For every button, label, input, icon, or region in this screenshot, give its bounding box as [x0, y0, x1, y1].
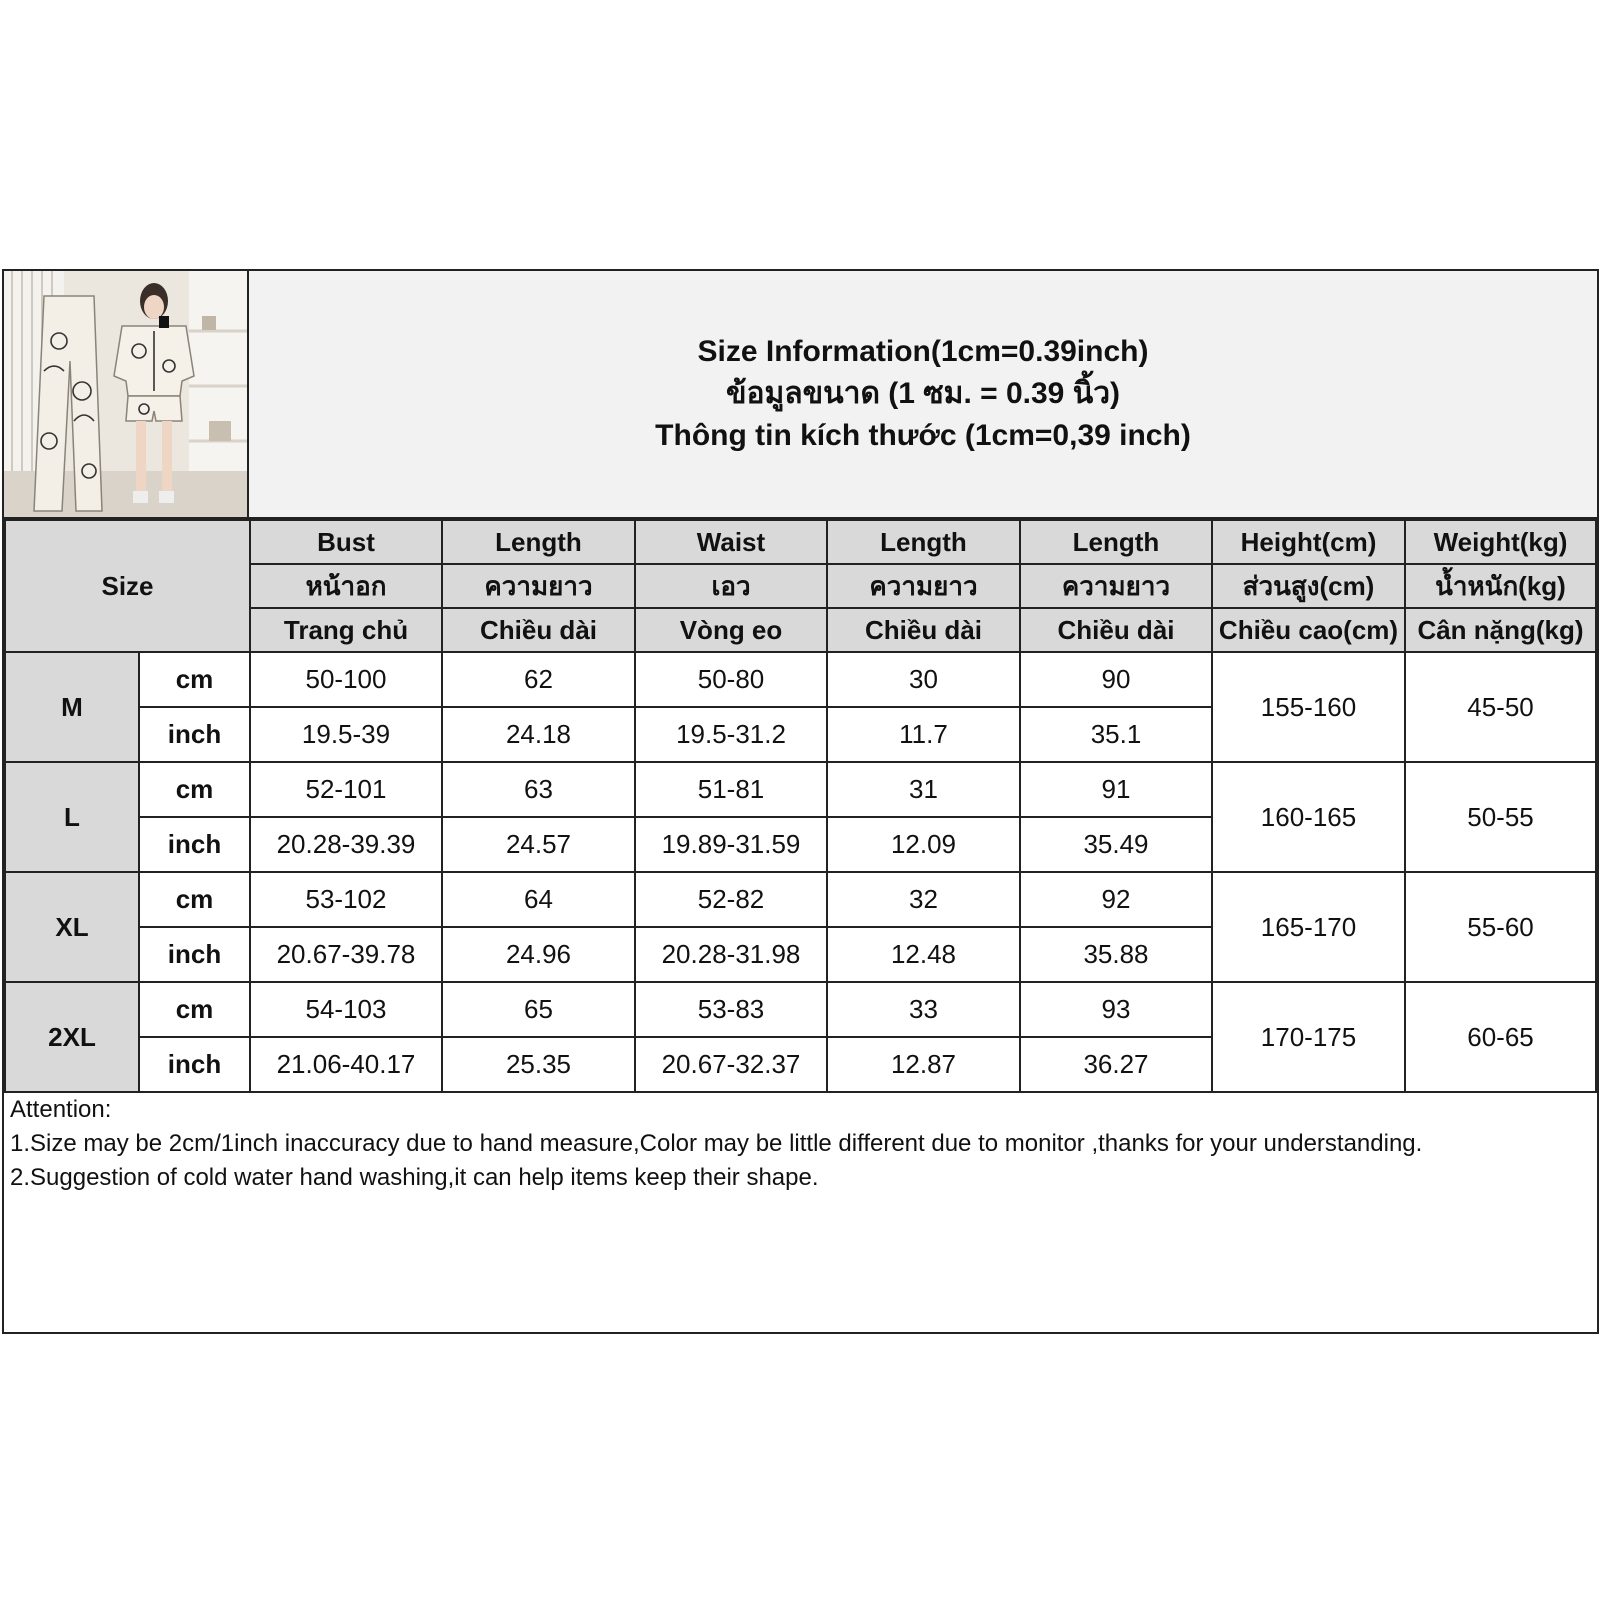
column-header-th: ความยาว — [442, 564, 635, 608]
measurement-cell: 93 — [1020, 982, 1212, 1037]
measurement-cell: 90 — [1020, 652, 1212, 707]
measurement-cell: 53-83 — [635, 982, 827, 1037]
column-header-th: ส่วนสูง(cm) — [1212, 564, 1405, 608]
table-row — [5, 872, 1596, 927]
column-header-vi: Vòng eo — [635, 608, 827, 652]
product-photo — [4, 271, 249, 519]
unit-label: cm — [139, 652, 250, 707]
measurement-cell: 50-100 — [250, 652, 442, 707]
measurement-cell: 20.67-39.78 — [250, 927, 442, 982]
measurement-cell: 36.27 — [1020, 1037, 1212, 1092]
measurement-cell: 32 — [827, 872, 1020, 927]
measurement-cell: 31 — [827, 762, 1020, 817]
measurement-cell: 53-102 — [250, 872, 442, 927]
measurement-cell: 92 — [1020, 872, 1212, 927]
unit-label: cm — [139, 872, 250, 927]
column-header-en: Length — [1020, 520, 1212, 564]
weight-range-cell: 55-60 — [1405, 872, 1596, 982]
measurement-cell: 50-80 — [635, 652, 827, 707]
weight-range-cell: 60-65 — [1405, 982, 1596, 1092]
measurement-cell: 24.18 — [442, 707, 635, 762]
column-header-en: Length — [827, 520, 1020, 564]
table-row — [5, 982, 1596, 1037]
column-header-vi: Chiều cao(cm) — [1212, 608, 1405, 652]
measurement-cell: 52-101 — [250, 762, 442, 817]
column-header-th: หน้าอก — [250, 564, 442, 608]
column-header-en: Weight(kg) — [1405, 520, 1596, 564]
column-header-en: Height(cm) — [1212, 520, 1405, 564]
measurement-cell: 25.35 — [442, 1037, 635, 1092]
measurement-cell: 24.57 — [442, 817, 635, 872]
title-english: Size Information(1cm=0.39inch) — [697, 335, 1149, 368]
height-range-cell: 170-175 — [1212, 982, 1405, 1092]
height-range-cell: 165-170 — [1212, 872, 1405, 982]
measurement-cell: 12.09 — [827, 817, 1020, 872]
unit-label: inch — [139, 707, 250, 762]
measurement-cell: 12.48 — [827, 927, 1020, 982]
measurement-cell: 11.7 — [827, 707, 1020, 762]
unit-label: inch — [139, 1037, 250, 1092]
weight-range-cell: 45-50 — [1405, 652, 1596, 762]
column-header-en: Bust — [250, 520, 442, 564]
column-header-en: Length — [442, 520, 635, 564]
measurement-cell: 20.28-31.98 — [635, 927, 827, 982]
header-row-en — [5, 520, 1596, 564]
unit-label: inch — [139, 927, 250, 982]
size-info-title-cell — [249, 271, 1597, 519]
measurement-cell: 24.96 — [442, 927, 635, 982]
attention-heading: Attention: — [10, 1096, 112, 1123]
unit-label: cm — [139, 762, 250, 817]
column-header-vi: Chiều dài — [827, 608, 1020, 652]
measurement-cell: 33 — [827, 982, 1020, 1037]
measurement-cell: 35.88 — [1020, 927, 1212, 982]
measurement-cell: 30 — [827, 652, 1020, 707]
measurement-cell: 62 — [442, 652, 635, 707]
measurement-cell: 20.28-39.39 — [250, 817, 442, 872]
attention-notes — [10, 1093, 1422, 1195]
measurement-cell: 20.67-32.37 — [635, 1037, 827, 1092]
measurement-cell: 51-81 — [635, 762, 827, 817]
size-table — [4, 519, 1597, 1093]
measurement-cell: 21.06-40.17 — [250, 1037, 442, 1092]
measurement-cell: 65 — [442, 982, 635, 1037]
measurement-cell: 35.49 — [1020, 817, 1212, 872]
size-column-header: Size — [5, 520, 250, 652]
size-label: 2XL — [5, 982, 139, 1092]
attention-note-1: 1.Size may be 2cm/1inch inaccuracy due to hand measure,Color may be little different due to monitor ,thanks for your understanding. — [10, 1130, 1423, 1157]
column-header-th: ความยาว — [1020, 564, 1212, 608]
column-header-th: เอว — [635, 564, 827, 608]
measurement-cell: 12.87 — [827, 1037, 1020, 1092]
column-header-vi: Chiều dài — [442, 608, 635, 652]
attention-note-2: 2.Suggestion of cold water hand washing,it can help items keep their shape. — [10, 1164, 819, 1191]
title-vietnamese: Thông tin kích thước (1cm=0,39 inch) — [655, 419, 1191, 452]
measurement-cell: 35.1 — [1020, 707, 1212, 762]
height-range-cell: 160-165 — [1212, 762, 1405, 872]
column-header-vi: Cân nặng(kg) — [1405, 608, 1596, 652]
measurement-cell: 19.5-39 — [250, 707, 442, 762]
table-row — [5, 762, 1596, 817]
height-range-cell: 155-160 — [1212, 652, 1405, 762]
column-header-th: ความยาว — [827, 564, 1020, 608]
size-label: M — [5, 652, 139, 762]
model-pajama-photo-icon — [4, 271, 247, 517]
title-thai: ข้อมูลขนาด (1 ซม. = 0.39 นิ้ว) — [725, 377, 1121, 410]
table-row — [5, 652, 1596, 707]
column-header-vi: Trang chủ — [250, 608, 442, 652]
weight-range-cell: 50-55 — [1405, 762, 1596, 872]
size-label: L — [5, 762, 139, 872]
measurement-cell: 19.89-31.59 — [635, 817, 827, 872]
measurement-cell: 19.5-31.2 — [635, 707, 827, 762]
column-header-th: น้ำหนัก(kg) — [1405, 564, 1596, 608]
measurement-cell: 91 — [1020, 762, 1212, 817]
measurement-cell: 63 — [442, 762, 635, 817]
measurement-cell: 64 — [442, 872, 635, 927]
unit-label: inch — [139, 817, 250, 872]
column-header-vi: Chiều dài — [1020, 608, 1212, 652]
size-chart-sheet — [2, 269, 1599, 1334]
measurement-cell: 54-103 — [250, 982, 442, 1037]
measurement-cell: 52-82 — [635, 872, 827, 927]
unit-label: cm — [139, 982, 250, 1037]
column-header-en: Waist — [635, 520, 827, 564]
size-label: XL — [5, 872, 139, 982]
